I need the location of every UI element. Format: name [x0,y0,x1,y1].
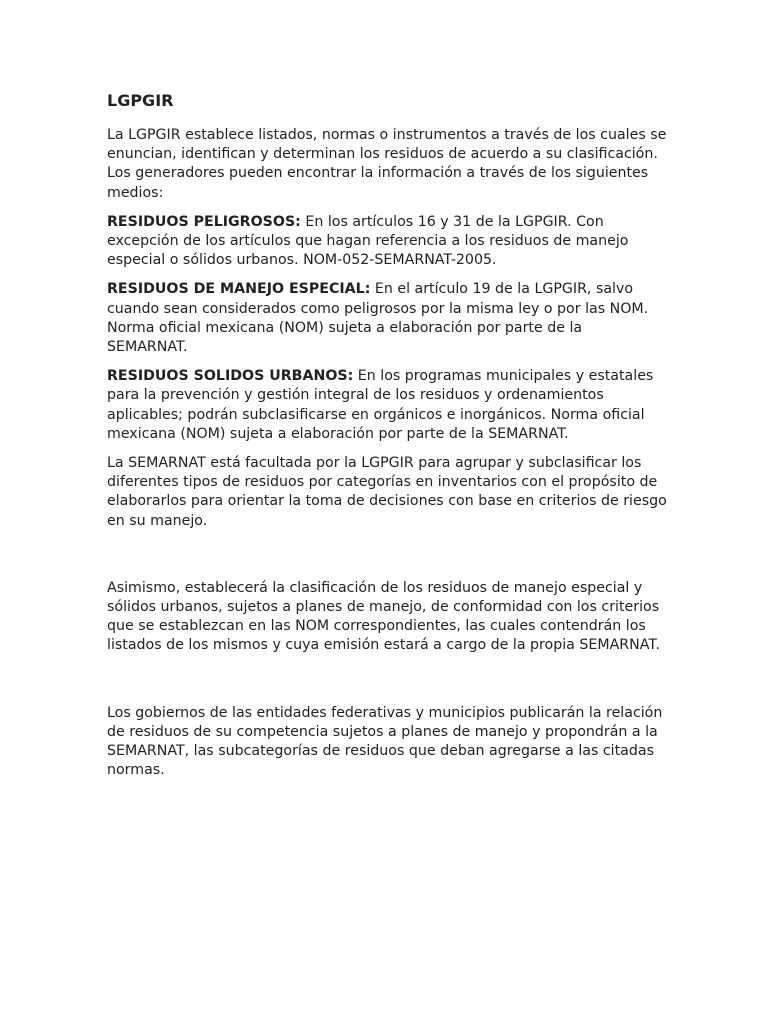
document-title: LGPGIR [107,91,174,110]
section-text: En los artículos 16 y 31 de la LGPGIR. Con excepción de los artículos que hagan referencia a los residuos de manejo especial o sólidos urbanos. NOM-052-SEMARNAT-2005. [107,213,629,269]
asimismo-paragraph: Asimismo, establecerá la clasificación de los residuos de manejo especial y sólidos urbanos, sujetos a planes de manejo, de conformidad con los criterios que se establezcan en las NOM correspondientes, las cuales contendrán los listados de los mismos y cuya emisión estará a cargo de la propia SEMARNAT. [107,579,660,654]
section-label: RESIDUOS DE MANEJO ESPECIAL: [107,281,371,298]
section-residuos-manejo-especial [107,280,667,357]
section-label: RESIDUOS SOLIDOS URBANOS: [107,368,354,385]
intro-paragraph: La LGPGIR establece listados, normas o instrumentos a través de los cuales se enuncian, identifican y determinan los residuos de acuerdo a su clasificación. Los generadores pueden encontrar la información a través de los siguientes medios: [107,127,667,201]
section-residuos-peligrosos [107,213,667,271]
document-body [107,90,667,780]
section-residuos-solidos-urbanos [107,367,667,444]
section-text: En el artículo 19 de la LGPGIR, salvo cuando sean considerados como peligrosos por la misma ley o por las NOM. Norma oficial mexicana (NOM) sujeta a elaboración por parte de la SEMARNAT. [107,281,649,356]
section-text: En los programas municipales y estatales para la prevención y gestión integral de los residuos y ordenamientos aplicables; podrán subclasificarse en orgánicos e inorgánicos. Norma oficial mexicana (NOM) sujeta a elaboración por parte de la SEMARNAT. [107,368,654,442]
semarnat-paragraph: La SEMARNAT está facultada por la LGPGIR para agrupar y subclasificar los diferentes tipos de residuos por categorías en inventarios con el propósito de elaborarlos para orientar la toma de decisiones con base en criterios de riesgo en su manejo. [107,455,667,529]
gobiernos-paragraph: Los gobiernos de las entidades federativas y municipios publicarán la relación de residuos de su competencia sujetos a planes de manejo y propondrán a la SEMARNAT, las subcategorías de residuos que deban agregarse a las citadas normas. [107,704,663,779]
section-label: RESIDUOS PELIGROSOS: [107,213,301,230]
